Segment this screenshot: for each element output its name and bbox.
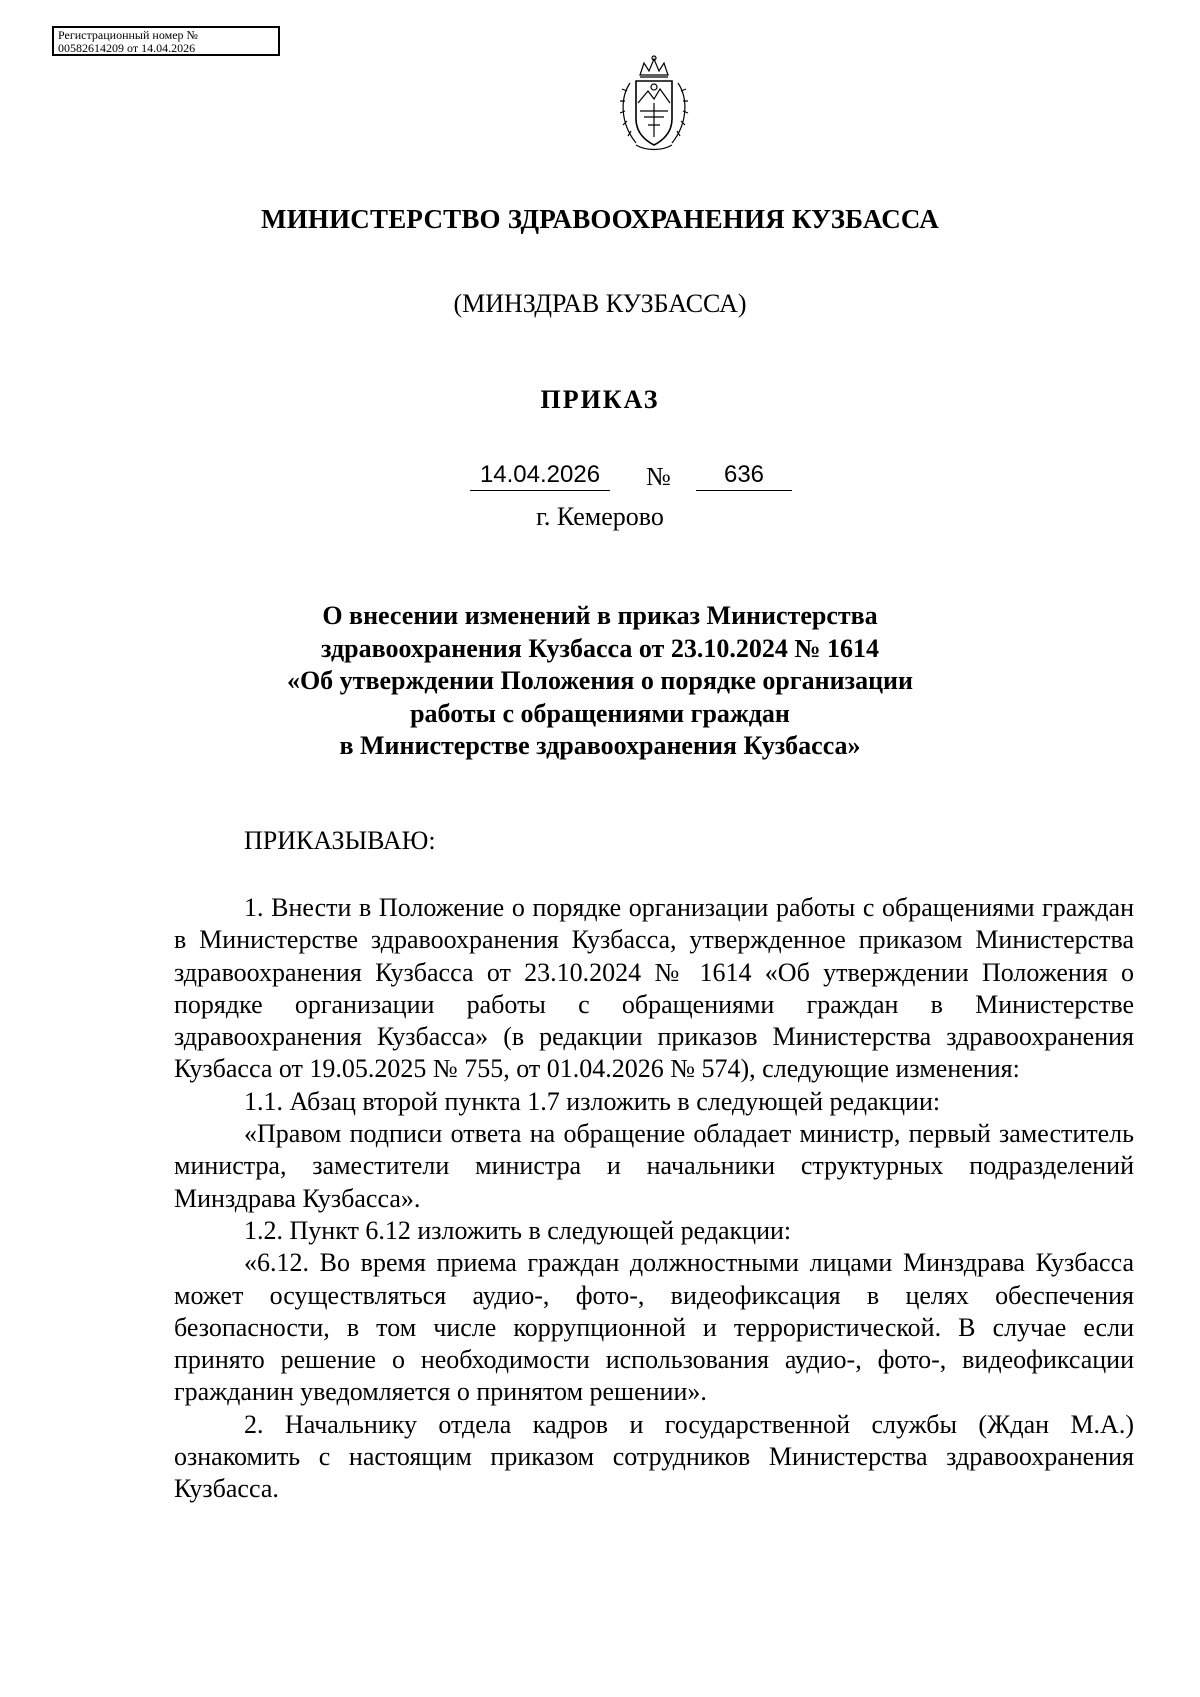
document-body xyxy=(174,892,1134,1506)
body-paragraph: 1. Внести в Положение о порядке организации работы с обращениями граждан в Министерстве здравоохранения Кузбасса, утвержденное приказом Министерства здравоохранения Кузбасса от 23.10.2024 № 1614 «Об утверждении Положения о порядке организации работы с обращениями граждан в Министерстве здравоохранения Кузбасса» (в редакции приказов Министерства здравоохранения Кузбасса от 19.05.2025 № 755, от 01.04.2026 № 574), следующие изменения: xyxy=(174,893,1134,1084)
body-paragraph: 2. Начальнику отдела кадров и государственной службы (Ждан М.А.) ознакомить с настоящим приказом сотрудников Министерства здравоохранения Кузбасса. xyxy=(174,1409,1134,1504)
ministry-title: МИНИСТЕРСТВО ЗДРАВООХРАНЕНИЯ КУЗБАССА xyxy=(261,204,939,234)
subject-line: О внесении изменений в приказ Министерства xyxy=(322,601,878,630)
registration-line-1: Регистрационный номер № xyxy=(58,28,198,42)
body-paragraph: 1.1. Абзац второй пункта 1.7 изложить в следующей редакции: xyxy=(244,1086,941,1116)
number-sign: № xyxy=(646,462,671,491)
document-type: ПРИКАЗ xyxy=(540,385,660,414)
kuzbass-coat-of-arms-icon xyxy=(614,53,694,155)
date-number-row xyxy=(0,460,1200,500)
registration-line-2: 00582614209 от 14.04.2026 xyxy=(58,41,196,55)
registration-stamp xyxy=(52,26,280,56)
body-paragraph: «6.12. Во время приема граждан должностными лицами Минздрава Кузбасса может осуществляться аудио-, фото-, видеофиксация в целях обеспечения безопасности, в том числе коррупционной и террористической. В случае если принято решение о необходимости использования аудио-, фото-, видеофиксации гражданин уведомляется о принятом решении». xyxy=(174,1248,1134,1407)
subject-line: в Министерстве здравоохранения Кузбасса» xyxy=(339,731,861,760)
body-paragraph: 1.2. Пункт 6.12 изложить в следующей редакции: xyxy=(244,1215,792,1245)
subject-line: здравоохранения Кузбасса от 23.10.2024 № 1614 xyxy=(321,633,879,663)
subject-line: «Об утверждении Положения о порядке организации xyxy=(286,666,914,695)
subject-line: работы с обращениями граждан xyxy=(410,698,790,728)
document-date: 14.04.2026 xyxy=(470,460,610,491)
body-paragraph: «Правом подписи ответа на обращение обладает министр, первый заместитель министра, заместители министра и начальники структурных подразделений Минздрава Кузбасса». xyxy=(174,1119,1134,1213)
document-subject xyxy=(0,600,1200,763)
order-word: ПРИКАЗЫВАЮ: xyxy=(244,826,436,855)
document-number: 636 xyxy=(696,460,792,491)
ministry-short-title: (МИНЗДРАВ КУЗБАССА) xyxy=(453,289,747,318)
city: г. Кемерово xyxy=(536,502,664,531)
